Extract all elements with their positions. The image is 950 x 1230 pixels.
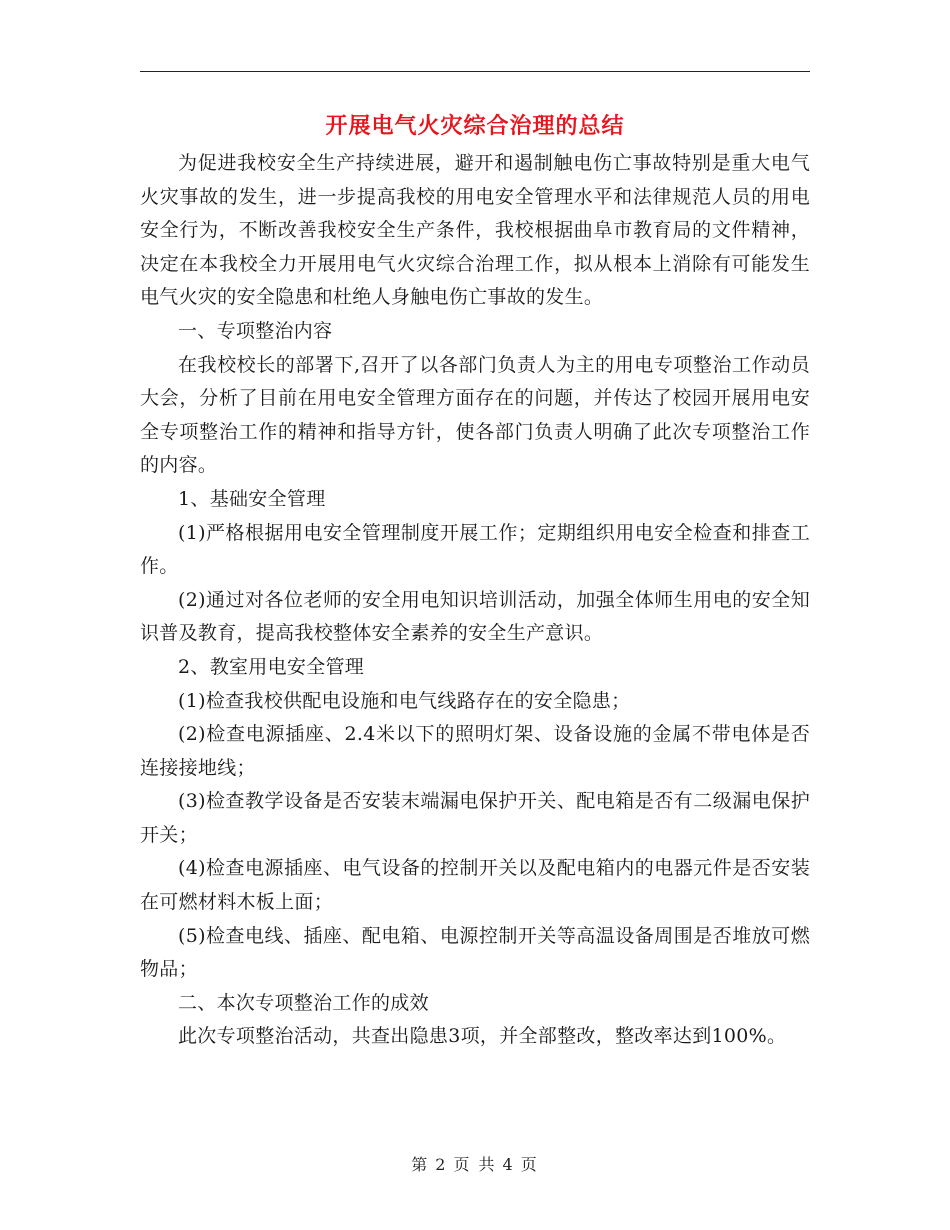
page-label-mid: 页 共: [453, 1155, 497, 1174]
page-label-prefix: 第: [411, 1155, 430, 1174]
list-item: (4)检查电源插座、电气设备的控制开关以及配电箱内的电器元件是否安装在可燃材料木板上面；: [140, 857, 810, 914]
list-item: (1)检查我校供配电设施和电气线路存在的安全隐患；: [178, 689, 631, 712]
list-item: (5)检查电线、插座、配电箱、电源控制开关等高温设备周围是否堆放可燃物品；: [140, 924, 810, 981]
subsection-heading-2: 2、教室用电安全管理: [178, 655, 365, 678]
paragraph-section-1: 在我校校长的部署下,召开了以各部门负责人为主的用电专项整治工作动员大会，分析了目前在用电安全管理方面存在的问题，并传达了校园开展用电安全专项整治工作的精神和指导方针，使各部门负责人明确了此次专项整治工作的内容。: [140, 353, 810, 477]
page-footer: [0, 1152, 950, 1175]
list-item: (2)检查电源插座、2.4米以下的照明灯架、设备设施的金属不带电体是否连接接地线；: [140, 723, 810, 779]
list-item: (2)通过对各位老师的安全用电知识培训活动，加强全体师生用电的安全知识普及教育，提高我校整体安全素养的安全生产意识。: [140, 588, 810, 645]
list-item: (3)检查教学设备是否安装末端漏电保护开关、配电箱是否有二级漏电保护开关；: [140, 790, 810, 846]
document-body: [140, 147, 810, 1054]
list-item: (1)严格根据用电安全管理制度开展工作；定期组织用电安全检查和排查工作。: [140, 521, 810, 578]
section-heading-2: 二、本次专项整治工作的成效: [178, 991, 429, 1014]
paragraph-intro: 为促进我校安全生产持续进展，避开和遏制触电伤亡事故特别是重大电气火灾事故的发生，进一步提高我校的用电安全管理水平和法律规范人员的用电安全行为，不断改善我校安全生产条件，我校根据曲阜市教育局的文件精神，决定在本我校全力开展用电气火灾综合治理工作，拟从根本上消除有可能发生电气火灾的安全隐患和杜绝人身触电伤亡事故的发生。: [140, 152, 810, 309]
paragraph-section-2: 此次专项整治活动，共查出隐患3项，并全部整改，整改率达到100%。: [178, 1025, 787, 1048]
subsection-heading-1: 1、基础安全管理: [178, 487, 326, 510]
page-total: 4: [502, 1155, 515, 1174]
page-label-suffix: 页: [520, 1155, 539, 1174]
section-heading-1: 一、专项整治内容: [178, 319, 333, 342]
header-rule: [140, 71, 810, 72]
document-title: 开展电气火灾综合治理的总结: [325, 113, 625, 139]
page-current: 2: [435, 1155, 448, 1174]
